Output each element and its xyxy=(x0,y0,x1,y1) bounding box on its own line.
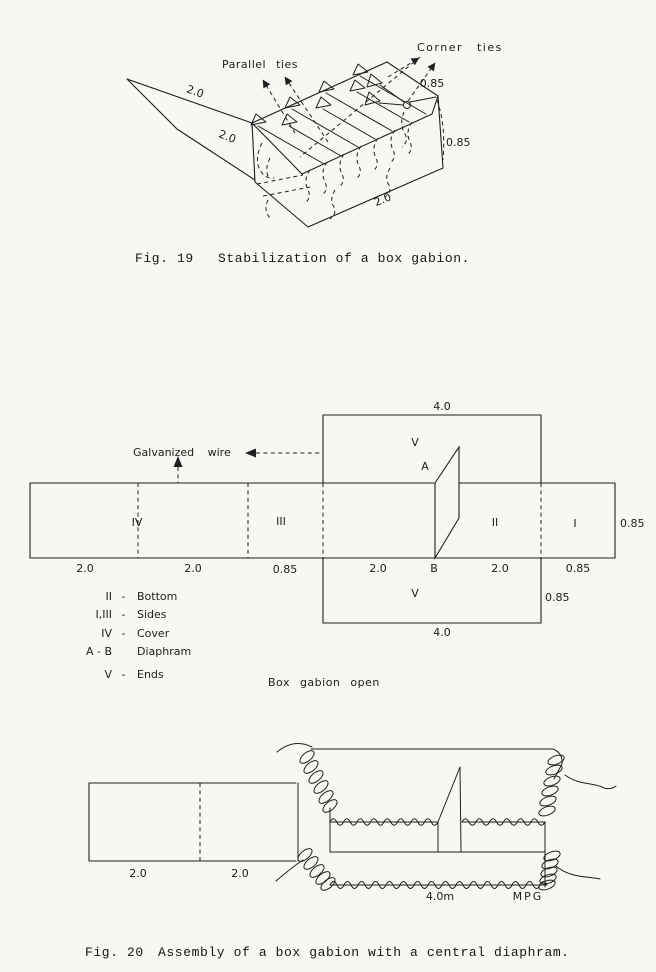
diaphragm-b-label: B xyxy=(430,562,438,575)
dim-2-0-b: 2.0 xyxy=(184,562,202,575)
parallel-ties-label: Parallel ties xyxy=(222,58,298,71)
legend-label: Sides xyxy=(137,608,167,621)
fig19-caption-number: Fig. 19 xyxy=(135,251,194,266)
fig20-caption-number: Fig. 20 xyxy=(85,945,144,960)
legend-separator: - xyxy=(121,627,126,640)
mpg-label: MPG xyxy=(512,890,544,903)
parallel-tie-lines xyxy=(258,76,426,164)
ends-rectangle-outline xyxy=(323,415,541,623)
legend-key: IV xyxy=(101,627,112,640)
right-height-dimension: 0.85 xyxy=(446,136,471,149)
fig20-assembly-drawing xyxy=(89,744,616,903)
legend-separator: - xyxy=(121,608,126,621)
fig20-caption-text: Assembly of a box gabion with a central diaphram. xyxy=(158,945,570,960)
fig20-caption xyxy=(85,945,570,960)
dim-0-85-a: 0.85 xyxy=(272,563,298,576)
lacing-coil-top-right xyxy=(538,753,566,818)
diaphragm-panel xyxy=(435,447,459,558)
panel-i-label: I xyxy=(573,517,577,530)
corner-ties-label: Corner ties xyxy=(417,41,503,54)
fig19-caption-text: Stabilization of a box gabion. xyxy=(218,251,471,266)
dim-2-0-a: 2.0 xyxy=(76,562,94,575)
lacing-coil-top-left xyxy=(298,748,339,814)
fold-lines xyxy=(138,483,541,558)
box-gabion-open-diagram xyxy=(30,400,645,689)
end-panel-bottom-label: V xyxy=(411,587,419,600)
legend-key: A - B xyxy=(85,645,112,658)
legend-separator: - xyxy=(121,590,126,603)
legend-label: Ends xyxy=(137,668,164,681)
legend-label: Bottom xyxy=(137,590,178,603)
lacing-coil-bottom-left xyxy=(296,846,337,892)
box-gabion-open-subcaption: Box gabion open xyxy=(268,676,380,689)
bottom-width-dimension: 4.0 xyxy=(433,626,451,639)
flap-top-dimension: 2.0 xyxy=(184,82,206,101)
fig19-box-gabion-3d-drawing xyxy=(127,41,503,227)
galvanized-wire-label: Galvanized wire xyxy=(133,446,231,459)
cover-flap-outline xyxy=(89,783,296,861)
strip-height-dimension: 0.85 xyxy=(620,517,645,530)
legend-label: Diaphram xyxy=(137,645,192,658)
flap-dimension-1: 2.0 xyxy=(129,867,147,880)
legend-key: II xyxy=(105,590,112,603)
panel-ii-label: II xyxy=(491,516,499,529)
diaphragm-a-label: A xyxy=(421,460,429,473)
legend-key: I,III xyxy=(95,608,112,621)
assembled-box xyxy=(276,744,616,893)
legend-separator: - xyxy=(121,668,126,681)
panel-legend xyxy=(86,590,191,681)
end-height-dimension: 0.85 xyxy=(545,591,570,604)
flap-bottom-dimension: 2.0 xyxy=(216,127,238,146)
dim-2-0-d: 2.0 xyxy=(491,562,509,575)
top-width-dimension: 4.0 xyxy=(433,400,451,413)
dim-2-0-c: 2.0 xyxy=(369,562,387,575)
panel-iii-label: III xyxy=(276,515,286,528)
end-panel-top-label: V xyxy=(411,436,419,449)
gabion-box-outline xyxy=(127,62,443,227)
top-right-dimension: 0.85 xyxy=(419,77,445,90)
legend-key: V xyxy=(104,668,112,681)
dim-0-85-b: 0.85 xyxy=(565,562,591,575)
flap-dimension-2: 2.0 xyxy=(231,867,249,880)
length-dimension: 4.0m xyxy=(425,890,455,903)
fig19-caption xyxy=(135,251,470,266)
bottom-dimension: 2.0 xyxy=(372,190,394,210)
panel-iv-label: IV xyxy=(131,516,143,529)
legend-label: Cover xyxy=(137,627,170,640)
